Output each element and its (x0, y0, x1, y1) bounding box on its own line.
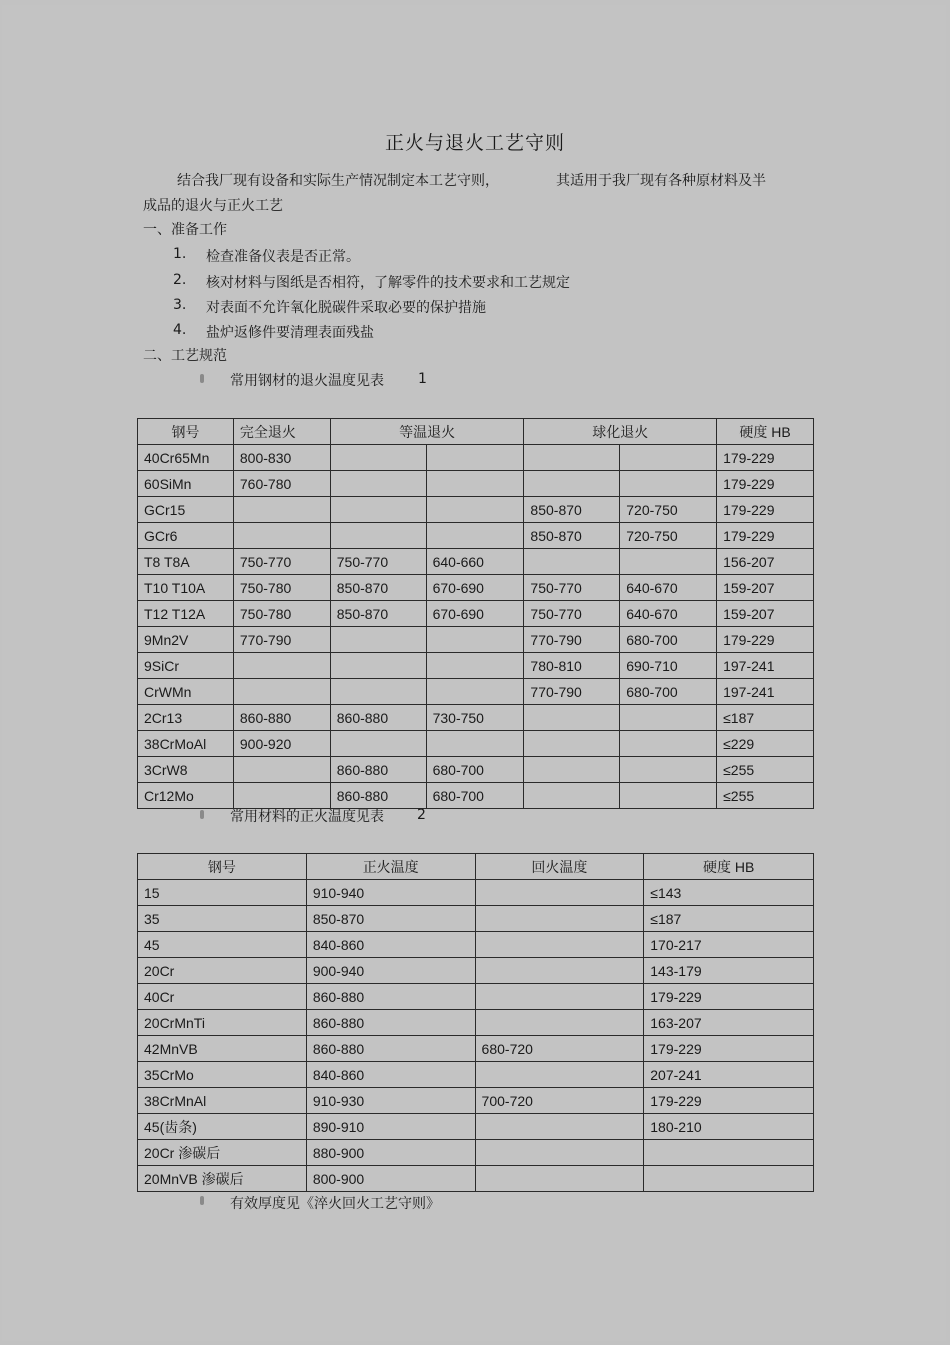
normalizing-temperature-table (137, 853, 814, 1192)
table-cell (620, 731, 717, 757)
table-cell (475, 984, 644, 1010)
table-cell: 670-690 (426, 601, 524, 627)
section-heading-preparation: 一、准备工作 (143, 222, 227, 238)
table-cell (475, 958, 644, 984)
table-cell: 910-930 (306, 1088, 475, 1114)
table1-caption: 常用钢材的退火温度见表 (230, 373, 384, 389)
table-cell: 860-880 (306, 1010, 475, 1036)
steel-grade-cell: 20MnVB 渗碳后 (138, 1166, 307, 1192)
steel-grade-cell: 40Cr (138, 984, 307, 1010)
table-row (138, 471, 814, 497)
table-cell: 680-700 (620, 679, 717, 705)
table-cell (475, 880, 644, 906)
table-row (138, 958, 814, 984)
table-row (138, 445, 814, 471)
steel-grade-cell: T8 T8A (138, 549, 234, 575)
header-steel-grade: 钢号 (138, 854, 307, 880)
prep-item-text: 检查准备仪表是否正常。 (206, 249, 360, 265)
steel-grade-cell: 20CrMnTi (138, 1010, 307, 1036)
table-cell: 860-880 (330, 705, 426, 731)
bullet-icon (200, 1196, 204, 1205)
steel-grade-cell: 3CrW8 (138, 757, 234, 783)
steel-grade-cell: 35 (138, 906, 307, 932)
table-cell: 860-880 (306, 984, 475, 1010)
table-cell: ≤255 (717, 757, 814, 783)
steel-grade-cell: T10 T10A (138, 575, 234, 601)
steel-grade-cell: CrWMn (138, 679, 234, 705)
table-cell (330, 445, 426, 471)
table-header-row (138, 854, 814, 880)
table-cell (233, 757, 330, 783)
steel-grade-cell: GCr15 (138, 497, 234, 523)
table-cell (330, 471, 426, 497)
header-normalizing-temp: 正火温度 (306, 854, 475, 880)
table-cell (330, 523, 426, 549)
header-hardness: 硬度 HB (717, 419, 814, 445)
table-cell (644, 1166, 814, 1192)
bullet-icon (200, 374, 204, 383)
table-cell: ≤187 (644, 906, 814, 932)
table-cell (426, 731, 524, 757)
table-cell: 760-780 (233, 471, 330, 497)
steel-grade-cell: 45(齿条) (138, 1114, 307, 1140)
steel-grade-cell: 38CrMnAl (138, 1088, 307, 1114)
table-cell (233, 679, 330, 705)
table-cell (426, 471, 524, 497)
table-cell: 800-900 (306, 1166, 475, 1192)
steel-grade-cell: 38CrMoAl (138, 731, 234, 757)
table-cell: 143-179 (644, 958, 814, 984)
table-cell: 680-700 (426, 783, 524, 809)
table-cell (475, 906, 644, 932)
table-row (138, 1062, 814, 1088)
table-cell (426, 523, 524, 549)
steel-grade-cell: GCr6 (138, 523, 234, 549)
table-cell: 640-670 (620, 601, 717, 627)
table-row (138, 653, 814, 679)
table-cell (426, 627, 524, 653)
steel-grade-cell: 15 (138, 880, 307, 906)
table-cell (330, 731, 426, 757)
table-row (138, 757, 814, 783)
table-cell: 750-770 (233, 549, 330, 575)
table-row (138, 627, 814, 653)
table-row (138, 783, 814, 809)
steel-grade-cell: 42MnVB (138, 1036, 307, 1062)
table-row (138, 1010, 814, 1036)
table-cell: 750-770 (524, 601, 620, 627)
table-cell: 640-670 (620, 575, 717, 601)
table-cell: 156-207 (717, 549, 814, 575)
steel-grade-cell: 45 (138, 932, 307, 958)
prep-item-number: 4. (173, 322, 187, 338)
table-cell (620, 471, 717, 497)
table-cell: 850-870 (524, 497, 620, 523)
table-cell: 680-700 (620, 627, 717, 653)
steel-grade-cell: 9SiCr (138, 653, 234, 679)
table-cell: 670-690 (426, 575, 524, 601)
table-cell (524, 705, 620, 731)
table1-caption-number: 1 (418, 371, 427, 387)
table-cell (620, 445, 717, 471)
table-cell: 640-660 (426, 549, 524, 575)
table-cell (524, 783, 620, 809)
header-full-annealing: 完全退火 (233, 419, 330, 445)
table-cell: 163-207 (644, 1010, 814, 1036)
header-steel-grade: 钢号 (138, 419, 234, 445)
table-cell: 860-880 (330, 757, 426, 783)
table-cell: 850-870 (306, 906, 475, 932)
table-cell: 770-790 (524, 627, 620, 653)
table-cell: 730-750 (426, 705, 524, 731)
table-cell: 890-910 (306, 1114, 475, 1140)
table-cell (330, 679, 426, 705)
table-cell: 197-241 (717, 653, 814, 679)
table-cell: 720-750 (620, 497, 717, 523)
steel-grade-cell: 20Cr 渗碳后 (138, 1140, 307, 1166)
table-cell: 680-700 (426, 757, 524, 783)
table2-caption: 常用材料的正火温度见表 (230, 809, 384, 825)
table-cell (233, 653, 330, 679)
table-cell: 179-229 (717, 445, 814, 471)
table-cell (426, 445, 524, 471)
bullet-icon (200, 810, 204, 819)
table-cell (426, 679, 524, 705)
table-cell: ≤229 (717, 731, 814, 757)
table-cell: 900-940 (306, 958, 475, 984)
table-cell (330, 653, 426, 679)
table-cell (524, 549, 620, 575)
steel-grade-cell: 60SiMn (138, 471, 234, 497)
section-heading-process: 二、工艺规范 (143, 348, 227, 364)
prep-item-number: 1. (173, 246, 187, 262)
table-cell: 159-207 (717, 601, 814, 627)
table-cell (524, 445, 620, 471)
table-cell: 770-790 (524, 679, 620, 705)
table-row (138, 1114, 814, 1140)
table-row (138, 880, 814, 906)
table-cell: 690-710 (620, 653, 717, 679)
table-cell: ≤187 (717, 705, 814, 731)
table-cell: 750-770 (524, 575, 620, 601)
table-cell (644, 1140, 814, 1166)
table-cell (620, 757, 717, 783)
table-cell: 179-229 (644, 1088, 814, 1114)
table-cell (426, 653, 524, 679)
table-cell: 840-860 (306, 932, 475, 958)
header-hardness: 硬度 HB (644, 854, 814, 880)
table-row (138, 679, 814, 705)
table-cell: 170-217 (644, 932, 814, 958)
table-cell: 860-880 (233, 705, 330, 731)
table-cell (524, 731, 620, 757)
table-row (138, 1140, 814, 1166)
table-cell: 207-241 (644, 1062, 814, 1088)
table-row (138, 601, 814, 627)
table-cell: 700-720 (475, 1088, 644, 1114)
table-cell: 179-229 (717, 523, 814, 549)
table-cell (620, 783, 717, 809)
table-cell: 840-860 (306, 1062, 475, 1088)
prep-item-number: 3. (173, 297, 187, 313)
steel-grade-cell: Cr12Mo (138, 783, 234, 809)
table-cell (475, 1010, 644, 1036)
table-cell: 180-210 (644, 1114, 814, 1140)
table-cell: 179-229 (644, 984, 814, 1010)
intro-text-part1: 结合我厂现有设备和实际生产情况制定本工艺守则， (177, 173, 499, 189)
table-cell (475, 1114, 644, 1140)
table-row (138, 705, 814, 731)
table-cell: ≤255 (717, 783, 814, 809)
steel-grade-cell: 40Cr65Mn (138, 445, 234, 471)
table-cell (475, 1062, 644, 1088)
table-row (138, 984, 814, 1010)
table-cell (524, 757, 620, 783)
table-cell: 770-790 (233, 627, 330, 653)
table-header-row (138, 419, 814, 445)
table-cell: 750-770 (330, 549, 426, 575)
table-cell: 159-207 (717, 575, 814, 601)
prep-item-number: 2. (173, 272, 187, 288)
header-isothermal-annealing: 等温退火 (330, 419, 524, 445)
table-cell (524, 471, 620, 497)
intro-text-part2: 其适用于我厂现有各种原材料及半 (556, 173, 766, 189)
table-cell (475, 932, 644, 958)
table-cell: 860-880 (306, 1036, 475, 1062)
table-cell: 179-229 (717, 627, 814, 653)
header-tempering-temp: 回火温度 (475, 854, 644, 880)
table-cell: 850-870 (330, 601, 426, 627)
table-cell: 800-830 (233, 445, 330, 471)
prep-item-text: 核对材料与图纸是否相符，了解零件的技术要求和工艺规定 (206, 275, 570, 291)
table-row (138, 575, 814, 601)
table-row (138, 549, 814, 575)
table-row (138, 1088, 814, 1114)
steel-grade-cell: 2Cr13 (138, 705, 234, 731)
table-cell (330, 627, 426, 653)
table-row (138, 1036, 814, 1062)
table-cell: ≤143 (644, 880, 814, 906)
annealing-temperature-table (137, 418, 814, 809)
table-cell (330, 497, 426, 523)
table-cell (426, 497, 524, 523)
prep-item-text: 盐炉返修件要清理表面残盐 (206, 325, 374, 341)
table-row (138, 731, 814, 757)
table-cell: 750-780 (233, 601, 330, 627)
footer-note: 有效厚度见《淬火回火工艺守则》 (230, 1196, 440, 1212)
table-cell (233, 783, 330, 809)
intro-text-line2: 成品的退火与正火工艺 (143, 198, 283, 214)
table-cell: 179-229 (717, 471, 814, 497)
table-row (138, 523, 814, 549)
table-cell: 860-880 (330, 783, 426, 809)
table-cell: 720-750 (620, 523, 717, 549)
table-cell (233, 497, 330, 523)
steel-grade-cell: 20Cr (138, 958, 307, 984)
table-cell: 680-720 (475, 1036, 644, 1062)
prep-item-text: 对表面不允许氧化脱碳件采取必要的保护措施 (206, 300, 486, 316)
table-cell (475, 1166, 644, 1192)
document-title: 正火与退火工艺守则 (384, 132, 565, 154)
table-cell: 850-870 (330, 575, 426, 601)
table-cell: 900-920 (233, 731, 330, 757)
steel-grade-cell: T12 T12A (138, 601, 234, 627)
table-row (138, 906, 814, 932)
table-cell: 179-229 (644, 1036, 814, 1062)
steel-grade-cell: 35CrMo (138, 1062, 307, 1088)
header-spheroidize-annealing: 球化退火 (524, 419, 717, 445)
table-cell: 179-229 (717, 497, 814, 523)
steel-grade-cell: 9Mn2V (138, 627, 234, 653)
table-cell: 780-810 (524, 653, 620, 679)
table-cell: 750-780 (233, 575, 330, 601)
table-row (138, 1166, 814, 1192)
table-cell (620, 549, 717, 575)
table-row (138, 497, 814, 523)
table2-caption-number: 2 (417, 807, 426, 823)
table-cell (620, 705, 717, 731)
table-cell (475, 1140, 644, 1166)
table-cell (233, 523, 330, 549)
table-cell: 880-900 (306, 1140, 475, 1166)
table-cell: 910-940 (306, 880, 475, 906)
table-row (138, 932, 814, 958)
table-cell: 850-870 (524, 523, 620, 549)
table-cell: 197-241 (717, 679, 814, 705)
